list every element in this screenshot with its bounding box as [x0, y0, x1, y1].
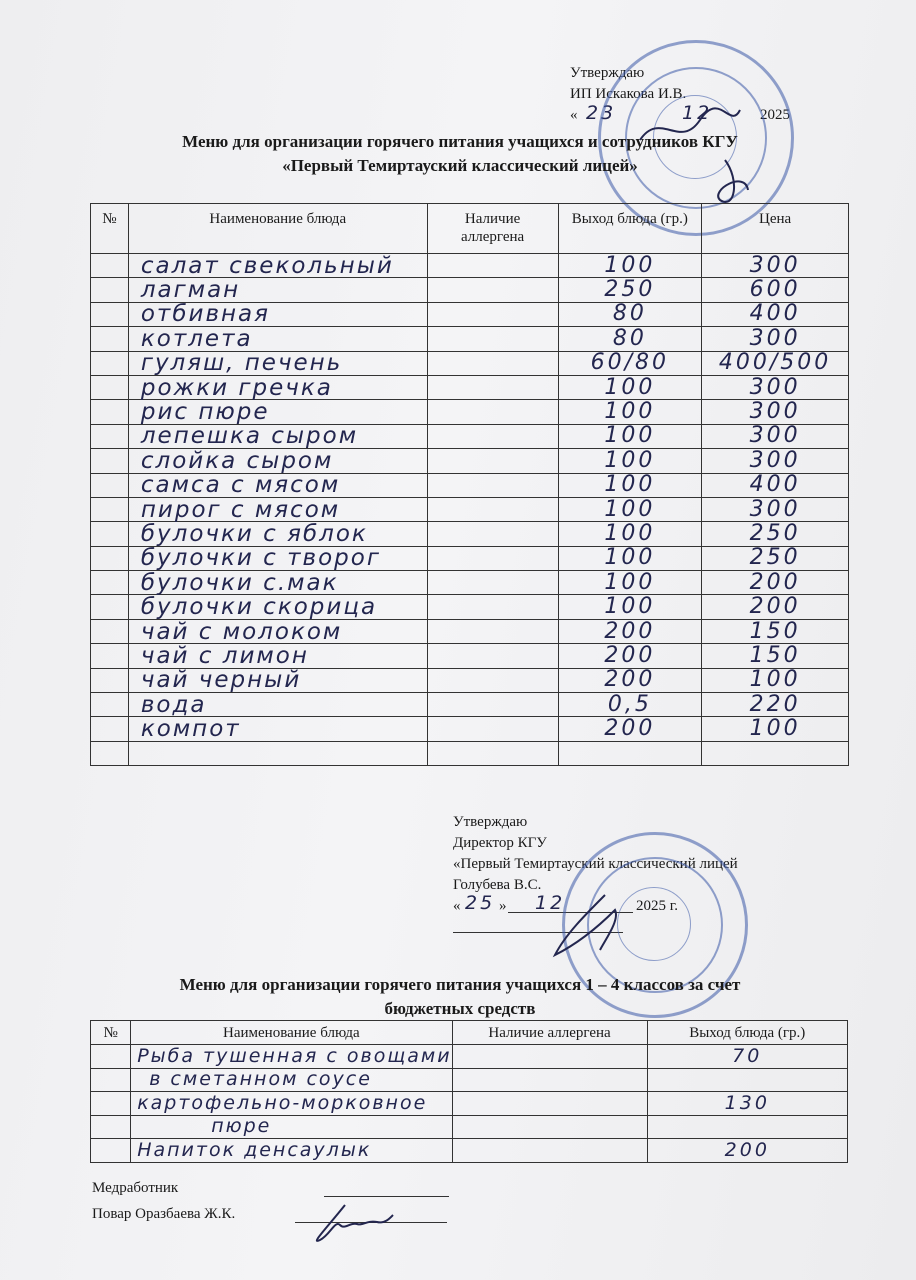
table1-cell-name-text: [129, 743, 427, 765]
table2-cell-name: [131, 1092, 452, 1116]
table1-cell-output-text: 100: [604, 569, 656, 595]
table1-cell-output: [558, 375, 702, 399]
table1-row: [91, 522, 849, 546]
table2-cell-num: [91, 1092, 131, 1116]
table1-cell-name: [128, 717, 427, 741]
table1-header-row: [91, 204, 849, 254]
table1-cell-allergen: [427, 278, 558, 302]
table1-cell-output: [558, 619, 702, 643]
table1-cell-price: [702, 400, 849, 424]
table1-cell-output-text: 200: [604, 642, 656, 668]
table1-cell-num: [91, 595, 129, 619]
table1-cell-allergen: [427, 254, 558, 278]
table1-cell-output: [558, 693, 702, 717]
table1-cell-price-text: 250: [749, 520, 801, 546]
table1-cell-num: [91, 619, 129, 643]
table1-cell-num: [91, 449, 129, 473]
table1-row: [91, 571, 849, 595]
table1-cell-allergen: [427, 571, 558, 595]
table1-cell-output-text: 100: [604, 520, 656, 546]
signature-bottom: [545, 885, 635, 965]
table1-cell-price: [702, 302, 849, 326]
table1-cell-name-text: булочки с творог: [140, 545, 381, 572]
table1-row: [91, 424, 849, 448]
table1-cell-price-text: 200: [749, 569, 801, 595]
table2-cell-num: [91, 1115, 131, 1139]
table1-cell-price: [702, 351, 849, 375]
table1-cell-output-text: 80: [612, 301, 647, 327]
table1-row: [91, 375, 849, 399]
table1-cell-name: [128, 473, 427, 497]
table1-cell-price: [702, 693, 849, 717]
table1-cell-allergen: [427, 644, 558, 668]
table1-row: [91, 327, 849, 351]
table1-cell-name-text: гуляш, печень: [140, 350, 343, 377]
table1-cell-price: [702, 522, 849, 546]
table1-cell-price-text: 300: [749, 447, 801, 473]
table1-row: [91, 473, 849, 497]
table1-cell-num: [91, 668, 129, 692]
table1-cell-output: [558, 302, 702, 326]
table1-cell-name-text: лепешка сыром: [140, 423, 359, 450]
table1-cell-allergen: [427, 668, 558, 692]
table1-cell-name: [128, 522, 427, 546]
table1-row: [91, 254, 849, 278]
table1-cell-num: [91, 741, 129, 765]
table2-cell-name-text: пюре: [211, 1115, 272, 1138]
table1-cell-output: [558, 644, 702, 668]
table2-cell-output-text: [648, 1069, 847, 1090]
table1-cell-output-text: 200: [604, 618, 656, 644]
table1-cell-price-text: 600: [749, 277, 801, 303]
table1-cell-price-text: 100: [749, 716, 801, 742]
table1-cell-name-text: компот: [140, 716, 241, 743]
table1-cell-output-text: [559, 743, 702, 765]
approval-bottom-month: 12: [535, 892, 566, 914]
table1-cell-num: [91, 375, 129, 399]
table1-row: [91, 302, 849, 326]
table1-cell-num: [91, 327, 129, 351]
table2-cell-name-text: Рыба тушенная с овощами: [137, 1044, 452, 1067]
table1-cell-name: [128, 254, 427, 278]
table1-header-price: Цена: [702, 204, 849, 254]
table1-cell-name: [128, 741, 427, 765]
table2-body: [91, 1045, 848, 1163]
table1-cell-price: [702, 546, 849, 570]
table1-row: [91, 546, 849, 570]
table1-row: [91, 644, 849, 668]
table1-cell-name-text: булочки скорица: [140, 594, 378, 621]
table1-cell-price-text: 150: [749, 618, 801, 644]
table1-cell-name-text: лагман: [140, 277, 241, 304]
table1-cell-allergen: [427, 717, 558, 741]
table1-cell-price-text: 100: [749, 667, 801, 693]
approval-top-month: 12: [682, 102, 713, 124]
menu-table-1: [90, 203, 849, 766]
table1-cell-num: [91, 400, 129, 424]
table1-cell-allergen: [427, 522, 558, 546]
table1-cell-name: [128, 278, 427, 302]
table1-cell-output: [558, 400, 702, 424]
table1-cell-allergen: [427, 473, 558, 497]
table1-cell-name: [128, 424, 427, 448]
approval-top-day: 23: [586, 102, 617, 124]
table1-cell-name-text: котлета: [140, 325, 253, 352]
table1-cell-output: [558, 327, 702, 351]
table1-cell-output-text: 100: [604, 594, 656, 620]
approval-bottom-day: 25: [465, 892, 496, 914]
table1-row: [91, 351, 849, 375]
approval-bottom-line2: Директор КГУ: [453, 835, 547, 851]
menu-title-1-line1: Меню для организации горячего питания учащихся и сотрудников КГУ: [182, 132, 738, 151]
table2-row: [91, 1045, 848, 1069]
table2-cell-num: [91, 1045, 131, 1069]
table1-cell-num: [91, 424, 129, 448]
table2-cell-name: [131, 1115, 452, 1139]
table2-cell-output-text: 200: [724, 1138, 770, 1161]
table1-cell-output: [558, 473, 702, 497]
table1-cell-output: [558, 741, 702, 765]
table1-cell-name: [128, 693, 427, 717]
table1-cell-price-text: 400: [749, 472, 801, 498]
table1-cell-price-text: 400/500: [718, 350, 832, 376]
menu-title-1-line2: «Первый Темиртауский классический лицей»: [282, 156, 638, 175]
table1-cell-output-text: 100: [604, 496, 656, 522]
footer-medic: Медработник: [92, 1178, 492, 1204]
table1-cell-output-text: 200: [604, 667, 656, 693]
approval-bottom-line4: Голубева В.С.: [453, 877, 542, 893]
footer: [92, 1178, 492, 1230]
table2-cell-output: [647, 1115, 847, 1139]
table1-cell-allergen: [427, 619, 558, 643]
table1-cell-name: [128, 400, 427, 424]
table1-cell-output-text: 100: [604, 374, 656, 400]
table1-cell-name: [128, 449, 427, 473]
table1-cell-output: [558, 278, 702, 302]
table1-cell-output-text: 100: [604, 423, 656, 449]
table1-cell-num: [91, 546, 129, 570]
table1-row: [91, 619, 849, 643]
table2-header-row: [91, 1021, 848, 1045]
menu-title-2-line1: Меню для организации горячего питания учащихся 1 – 4 классов за счет: [179, 975, 741, 994]
table1-cell-price: [702, 375, 849, 399]
approval-bottom-date: « 25 » 12 2025 г.: [453, 896, 833, 918]
table1-cell-name: [128, 302, 427, 326]
table1-cell-output: [558, 351, 702, 375]
table1-cell-num: [91, 254, 129, 278]
table1-cell-name-text: рис пюре: [140, 399, 270, 426]
table1-cell-price: [702, 449, 849, 473]
table1-header-name: Наименование блюда: [128, 204, 427, 254]
table2-cell-name-text: Напиток денсаулык: [137, 1138, 372, 1161]
table1-header-output: Выход блюда (гр.): [558, 204, 702, 254]
table1-cell-price: [702, 278, 849, 302]
table2-header-output: Выход блюда (гр.): [647, 1021, 847, 1045]
table1-cell-price-text: 300: [749, 399, 801, 425]
table1-cell-price: [702, 473, 849, 497]
table1-row: [91, 717, 849, 741]
table2-row: [91, 1139, 848, 1163]
table1-cell-allergen: [427, 351, 558, 375]
table1-cell-output: [558, 254, 702, 278]
table1-cell-name: [128, 668, 427, 692]
table1-cell-allergen: [427, 302, 558, 326]
table1-cell-num: [91, 473, 129, 497]
table1-cell-price-text: [702, 743, 848, 765]
table1-cell-price: [702, 424, 849, 448]
table1-cell-price: [702, 717, 849, 741]
table2-cell-allergen: [452, 1092, 647, 1116]
table2-cell-output: [647, 1068, 847, 1092]
table1-cell-price-text: 220: [749, 691, 801, 717]
table1-header-allergen: Наличие аллергена: [427, 204, 558, 254]
table2-cell-output-text: 70: [732, 1044, 763, 1067]
table1-cell-price-text: 150: [749, 642, 801, 668]
table1-cell-name-text: булочки с яблок: [140, 520, 368, 547]
table1-cell-output-text: 250: [604, 277, 656, 303]
table1-cell-name: [128, 619, 427, 643]
table1-cell-name-text: вода: [140, 691, 207, 718]
menu-title-2: [90, 973, 830, 1021]
table2-cell-allergen: [452, 1045, 647, 1069]
table1-row: [91, 449, 849, 473]
table1-cell-output-text: 100: [604, 447, 656, 473]
table1-cell-name: [128, 327, 427, 351]
table1-cell-price-text: 300: [749, 496, 801, 522]
table1-cell-output: [558, 571, 702, 595]
table1-cell-name-text: булочки с.мак: [140, 569, 339, 596]
table1-cell-allergen: [427, 546, 558, 570]
table1-cell-output: [558, 595, 702, 619]
table2-cell-name: [131, 1045, 452, 1069]
approval-bottom-year: 2025 г.: [636, 898, 678, 914]
table2-cell-allergen: [452, 1139, 647, 1163]
approval-top-line1: Утверждаю: [570, 65, 645, 81]
table1-cell-name-text: слойка сыром: [140, 447, 334, 474]
table1-cell-output-text: 200: [604, 716, 656, 742]
table1-cell-allergen: [427, 693, 558, 717]
table1-cell-price-text: 400: [749, 301, 801, 327]
table2-cell-name: [131, 1139, 452, 1163]
table1-cell-name-text: чай с молоком: [140, 618, 343, 645]
table1-cell-output-text: 100: [604, 472, 656, 498]
table1-row: [91, 497, 849, 521]
table1-cell-name-text: отбивная: [140, 301, 270, 328]
table1-cell-name: [128, 644, 427, 668]
table2-cell-output-text: 130: [724, 1091, 770, 1114]
table1-cell-price: [702, 254, 849, 278]
table1-cell-name-text: рожки гречка: [140, 374, 333, 401]
table2-cell-output: [647, 1092, 847, 1116]
table1-cell-name-text: салат свекольный: [140, 252, 394, 279]
table1-cell-output-text: 0,5: [607, 691, 652, 717]
table1-cell-num: [91, 693, 129, 717]
table1-cell-num: [91, 278, 129, 302]
table1-cell-allergen: [427, 375, 558, 399]
table1-header-num: №: [91, 204, 129, 254]
table2-cell-allergen: [452, 1068, 647, 1092]
table1-cell-allergen: [427, 741, 558, 765]
table2-cell-name: [131, 1068, 452, 1092]
table1-row: [91, 400, 849, 424]
table1-cell-output-text: 60/80: [590, 350, 670, 376]
table2-header-num: №: [91, 1021, 131, 1045]
table2-cell-num: [91, 1068, 131, 1092]
table1-cell-num: [91, 302, 129, 326]
table1-cell-output-text: 100: [604, 545, 656, 571]
table1-cell-output: [558, 424, 702, 448]
table1-cell-output: [558, 546, 702, 570]
signature-cook: [305, 1200, 395, 1250]
table2-row: [91, 1068, 848, 1092]
approval-top-year: 2025: [760, 107, 790, 123]
table1-cell-price: [702, 619, 849, 643]
table2-cell-output: [647, 1139, 847, 1163]
table1-cell-price-text: 300: [749, 423, 801, 449]
table1-cell-num: [91, 522, 129, 546]
table1-cell-price: [702, 327, 849, 351]
table1-cell-output-text: 100: [604, 399, 656, 425]
table1-row: [91, 595, 849, 619]
table1-cell-allergen: [427, 400, 558, 424]
table1-cell-output: [558, 668, 702, 692]
table1-cell-num: [91, 717, 129, 741]
table1-cell-output: [558, 497, 702, 521]
table1-cell-allergen: [427, 424, 558, 448]
table1-cell-num: [91, 497, 129, 521]
table1-row: [91, 278, 849, 302]
table1-cell-price-text: 300: [749, 252, 801, 278]
footer-cook: Повар Оразбаева Ж.К.: [92, 1204, 492, 1230]
table1-cell-price-text: 300: [749, 374, 801, 400]
table2-cell-name-text: в сметанном соусе: [149, 1068, 372, 1091]
table1-cell-price-text: 300: [749, 325, 801, 351]
table1-cell-output: [558, 522, 702, 546]
table1-cell-price-text: 250: [749, 545, 801, 571]
table1-body: [91, 254, 849, 766]
table1-row: [91, 668, 849, 692]
table1-cell-allergen: [427, 449, 558, 473]
table1-cell-allergen: [427, 497, 558, 521]
table1-cell-name: [128, 595, 427, 619]
menu-title-1: [90, 130, 830, 178]
table1-cell-allergen: [427, 595, 558, 619]
table1-cell-name: [128, 351, 427, 375]
table2-row: [91, 1115, 848, 1139]
table1-cell-output: [558, 717, 702, 741]
table1-cell-price: [702, 497, 849, 521]
table1-cell-output: [558, 449, 702, 473]
table1-cell-price-text: 200: [749, 594, 801, 620]
menu-title-2-line2: бюджетных средств: [384, 999, 536, 1018]
approval-bottom-line3: «Первый Темиртауский классический лицей: [453, 856, 738, 872]
approval-top-line2: ИП Искакова И.В.: [570, 86, 687, 102]
table2-cell-output: [647, 1045, 847, 1069]
table2-cell-allergen: [452, 1115, 647, 1139]
table2-cell-output-text: [648, 1116, 847, 1137]
table1-cell-price: [702, 668, 849, 692]
table1-row: [91, 741, 849, 765]
table1-cell-name-text: чай черный: [140, 667, 302, 694]
table1-cell-name: [128, 546, 427, 570]
approval-top-date: « 23 12 2025: [570, 102, 790, 124]
table2-row: [91, 1092, 848, 1116]
table1-cell-price: [702, 571, 849, 595]
table2-header-name: Наименование блюда: [131, 1021, 452, 1045]
table1-row: [91, 693, 849, 717]
table1-cell-allergen: [427, 327, 558, 351]
table1-cell-name-text: чай с лимон: [140, 642, 309, 669]
table1-cell-num: [91, 644, 129, 668]
table1-cell-output-text: 80: [612, 325, 647, 351]
table1-cell-name: [128, 497, 427, 521]
table1-cell-price: [702, 741, 849, 765]
table2-cell-name-text: картофельно-морковное: [137, 1091, 428, 1114]
table1-cell-price: [702, 644, 849, 668]
table1-cell-price: [702, 595, 849, 619]
table1-cell-name: [128, 375, 427, 399]
table1-cell-name-text: самса с мясом: [140, 472, 341, 499]
table1-cell-name: [128, 571, 427, 595]
table2-cell-num: [91, 1139, 131, 1163]
approval-bottom-line1: Утверждаю: [453, 814, 528, 830]
table1-cell-name-text: пирог с мясом: [140, 496, 341, 523]
table1-cell-num: [91, 571, 129, 595]
menu-table-2: [90, 1020, 848, 1163]
table1-cell-output-text: 100: [604, 252, 656, 278]
table1-cell-num: [91, 351, 129, 375]
table2-header-allergen: Наличие аллергена: [452, 1021, 647, 1045]
